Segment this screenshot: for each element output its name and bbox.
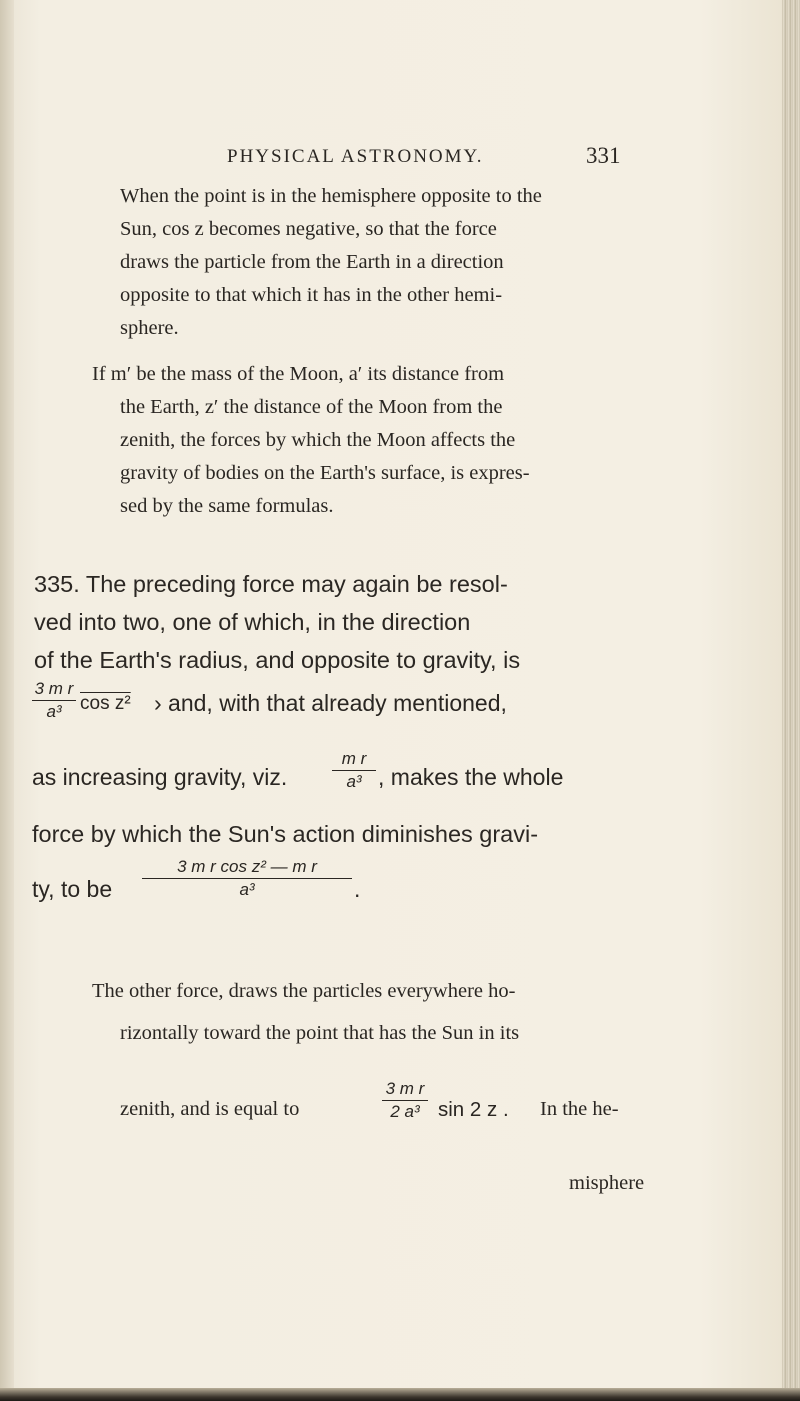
paragraph-335 <box>34 565 520 679</box>
text-line: 335. The preceding force may again be resol- <box>34 571 508 597</box>
text-line: If m′ be the mass of the Moon, a′ its distance from <box>92 363 505 385</box>
page-edge <box>782 0 800 1401</box>
text-line: When the point is in the hemisphere opposite to the <box>120 185 542 207</box>
text-line: The other force, draws the particles everywhere ho- <box>92 980 516 1002</box>
paragraph-3 <box>92 970 519 1054</box>
fraction-bar <box>382 1100 428 1101</box>
text-line: opposite to that which it has in the other hemi- <box>120 284 503 306</box>
fraction-denominator: a³ <box>46 702 62 721</box>
text-line: of the Earth's radius, and opposite to gravity, is <box>34 647 521 673</box>
fraction-3mr-a3 <box>32 680 76 721</box>
catchword-text: misphere <box>569 1172 645 1194</box>
paragraph-1 <box>120 180 542 345</box>
cos-term: cos z² <box>80 693 131 714</box>
text-line: force by which the Sun's action diminishes gravi- <box>32 821 539 847</box>
formula-text: , makes the whole <box>378 764 564 790</box>
formula-text: In the he- <box>540 1098 619 1120</box>
formula-text: zenith, and is equal to <box>120 1098 300 1120</box>
fraction-3mr-2a3 <box>382 1080 428 1121</box>
running-title: PHYSICAL ASTRONOMY. <box>227 146 484 167</box>
catchword <box>569 1167 644 1200</box>
text-line-force <box>32 815 538 853</box>
fraction-numerator: 3 m r cos z² — m r <box>177 857 317 876</box>
text-line: sed by the same formulas. <box>120 495 334 517</box>
fraction-denominator: a³ <box>346 772 362 791</box>
fraction-denominator: 2 a³ <box>390 1102 420 1121</box>
running-header <box>0 143 800 176</box>
formula-text: ty, to be <box>32 876 113 902</box>
text-line: the Earth, z′ the distance of the Moon from the <box>120 396 503 418</box>
fraction-force <box>142 858 352 899</box>
page-gutter <box>0 0 14 1401</box>
fraction-bar <box>332 770 376 771</box>
formula-text: sin 2 z . <box>438 1098 509 1121</box>
formula-text: › and, with that already mentioned, <box>154 690 507 716</box>
fraction-mr-a3 <box>332 750 376 791</box>
page-bottom-edge <box>0 1388 800 1401</box>
fraction-numerator: 3 m r <box>385 1079 425 1098</box>
page-number: 331 <box>586 143 621 168</box>
text-line: zenith, the forces by which the Moon affects the <box>120 429 516 451</box>
fraction-numerator: m r <box>341 749 367 768</box>
text-line: gravity of bodies on the Earth's surface, is expres- <box>120 462 530 484</box>
fraction-denominator: a³ <box>239 880 255 899</box>
formula-text: . <box>354 876 361 902</box>
fraction-bar <box>142 878 352 879</box>
text-line: rizontally toward the point that has the Sun in its <box>120 1022 520 1044</box>
text-line: ved into two, one of which, in the direction <box>34 609 471 635</box>
paragraph-2 <box>92 358 530 523</box>
formula-text: as increasing gravity, viz. <box>32 764 288 790</box>
text-line: draws the particle from the Earth in a direction <box>120 251 504 273</box>
fraction-bar <box>32 700 76 701</box>
text-line: Sun, cos z becomes negative, so that the force <box>120 218 497 240</box>
fraction-numerator: 3 m r <box>34 679 74 698</box>
text-line: sphere. <box>120 317 179 339</box>
